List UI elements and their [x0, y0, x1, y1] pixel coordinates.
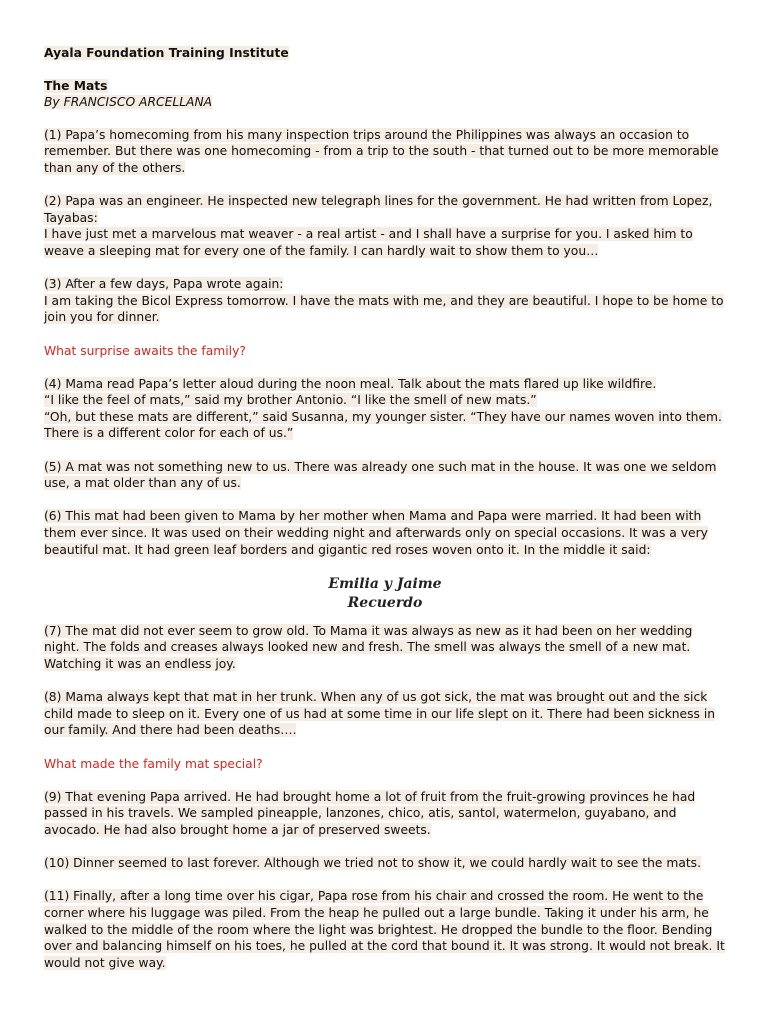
document-body	[44, 45, 726, 988]
paragraph-2-text: (2) Papa was an engineer. He inspected new telegraph lines for the government. He had written from Lopez, Tayabas:	[44, 194, 713, 225]
guide-question-1: What surprise awaits the family?	[44, 343, 246, 358]
mat-inscription-recuerdo: Recuerdo	[347, 594, 423, 611]
dialogue-antonio: “I like the feel of mats,” said my brother Antonio. “I like the smell of new mats.”	[44, 393, 537, 408]
paragraph-9: (9) That evening Papa arrived. He had brought home a lot of fruit from the fruit-growing provinces he had passed in his travels. We sampled pineapple, lanzones, chico, atis, santol, watermelon, guyabano, and avocado. He had also brought home a jar of preserved sweets.	[44, 789, 696, 837]
paragraph-7: (7) The mat did not ever seem to grow old. To Mama it was always as new as it had been on her wedding night. The folds and creases always looked new and fresh. The smell was always the smell of a new mat. Watching it was an endless joy.	[44, 623, 693, 671]
letter-quote: I am taking the Bicol Express tomorrow. I have the mats with me, and they are beautiful. I hope to be home to join you for dinner.	[44, 293, 724, 325]
paragraph-11: (11) Finally, after a long time over his cigar, Papa rose from his chair and crossed the room. He went to the corner where his luggage was piled. From the heap he pulled out a large bundle. Taking it under his arm, he walked to the middle of the room where the light was brightest. He dropped the bundle to the floor. Bending over and balancing himself on his toes, he pulled at the cord that bound it. It was strong. It would not break. It would not give way.	[44, 889, 725, 970]
paragraph-6: (6) This mat had been given to Mama by her mother when Mama and Papa were married. It had been with them ever since. It was used on their wedding night and afterwards only on special occasions. It was a very beautiful mat. It had green leaf borders and gigantic red roses woven onto it. In the middle it said:	[44, 509, 708, 557]
mat-inscription-names: Emilia y Jaime	[328, 575, 442, 592]
paragraph-1: (1) Papa’s homecoming from his many inspection trips around the Philippines was always an occasion to remember. But there was one homecoming - from a trip to the south - that turned out to be more memorable than any of the others.	[44, 127, 719, 175]
paragraph-3-text: (3) After a few days, Papa wrote again:	[44, 277, 284, 292]
story-title: The Mats	[44, 78, 108, 93]
letter-quote: I have just met a marvelous mat weaver - a real artist - and I shall have a surprise for you. I asked him to weave a sleeping mat for every one of the family. I can hardly wait to show them to you…	[44, 227, 693, 258]
paragraph-5: (5) A mat was not something new to us. There was already one such mat in the house. It was one we seldom use, a mat older than any of us.	[44, 459, 717, 491]
paragraph-4-text: (4) Mama read Papa’s letter aloud during the noon meal. Talk about the mats flared up like wildfire.	[44, 376, 657, 391]
story-author: By FRANCISCO ARCELLANA	[44, 95, 213, 110]
paragraph-4	[44, 376, 726, 442]
paragraph-3	[44, 276, 726, 326]
dialogue-susanna: “Oh, but these mats are different,” said Susanna, my younger sister. “They have our names woven into them. There is a different color for each of us.”	[44, 409, 722, 441]
paragraph-10: (10) Dinner seemed to last forever. Although we tried not to show it, we could hardly wait to see the mats.	[44, 856, 702, 871]
mat-inscription	[44, 575, 726, 613]
paragraph-8: (8) Mama always kept that mat in her trunk. When any of us got sick, the mat was brought out and the sick child made to sleep on it. Every one of us had at some time in our life slept on it. There had been sickness in our family. And there had been deaths….	[44, 690, 716, 738]
organization-header: Ayala Foundation Training Institute	[44, 46, 289, 60]
paragraph-2	[44, 193, 726, 259]
guide-question-2: What made the family mat special?	[44, 756, 263, 771]
